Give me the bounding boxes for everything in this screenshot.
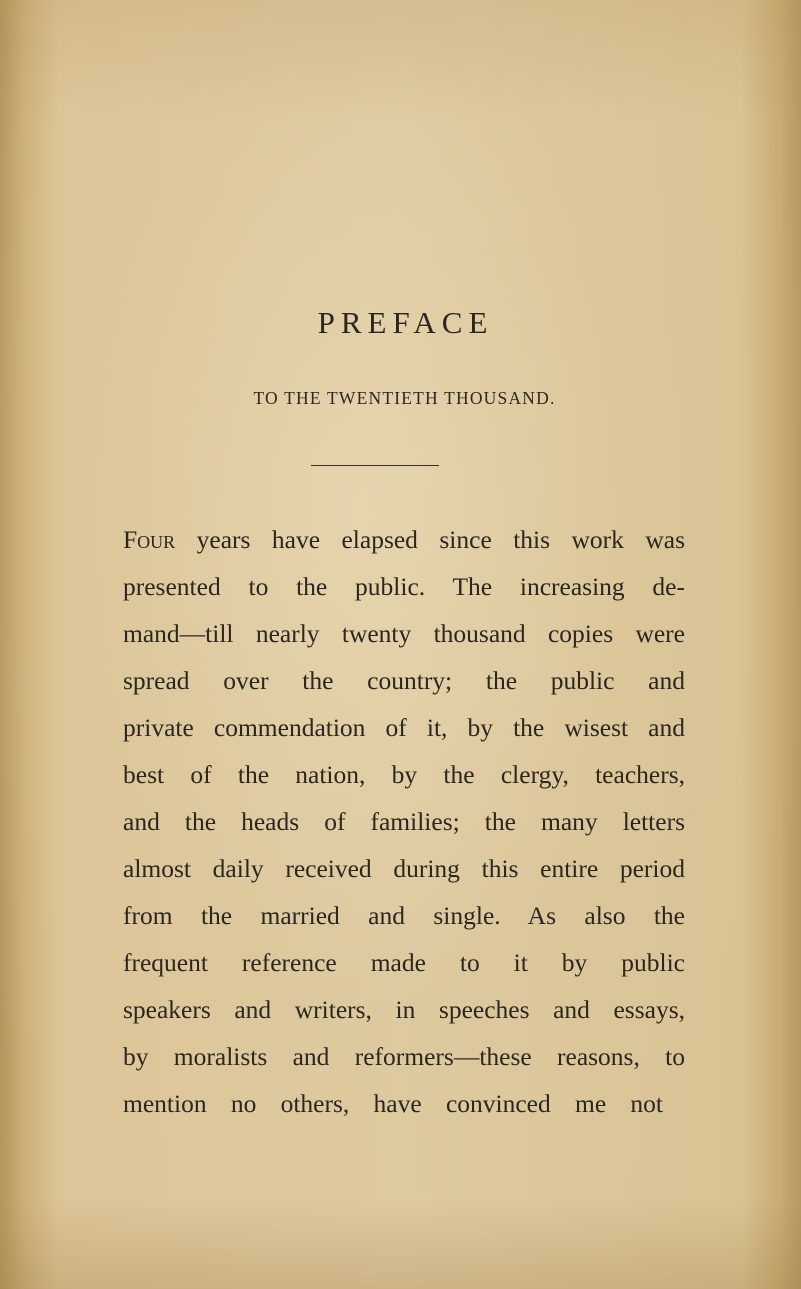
- title-divider: [311, 465, 439, 466]
- page-title: PREFACE: [317, 305, 494, 340]
- page-top-shading: [0, 0, 801, 120]
- preface-body: [123, 516, 685, 1127]
- text-line-content: years have elapsed since this work was: [196, 525, 686, 554]
- text-line: private commendation of it, by the wisest and: [123, 713, 685, 742]
- text-line: frequent reference made to it by public: [123, 948, 685, 977]
- text-line: from the married and single. As also the: [123, 901, 685, 930]
- text-line: almost daily received during this entire period: [123, 854, 685, 883]
- text-line: by moralists and reformers—these reasons, to: [123, 1042, 685, 1071]
- text-line: mention no others, have convinced me not: [123, 1089, 663, 1118]
- text-line: presented to the public. The increasing de-: [123, 572, 685, 601]
- text-line: [123, 516, 685, 563]
- text-line: mand—till nearly twenty thousand copies were: [123, 619, 685, 648]
- page-subtitle: TO THE TWENTIETH THOUSAND.: [253, 388, 556, 408]
- page-bottom-shading: [0, 1199, 801, 1289]
- text-line: and the heads of families; the many letters: [123, 807, 685, 836]
- text-line: speakers and writers, in speeches and essays,: [123, 995, 685, 1024]
- text-line: spread over the country; the public and: [123, 666, 685, 695]
- drop-word: Four: [123, 525, 176, 554]
- text-line: best of the nation, by the clergy, teachers,: [123, 760, 685, 789]
